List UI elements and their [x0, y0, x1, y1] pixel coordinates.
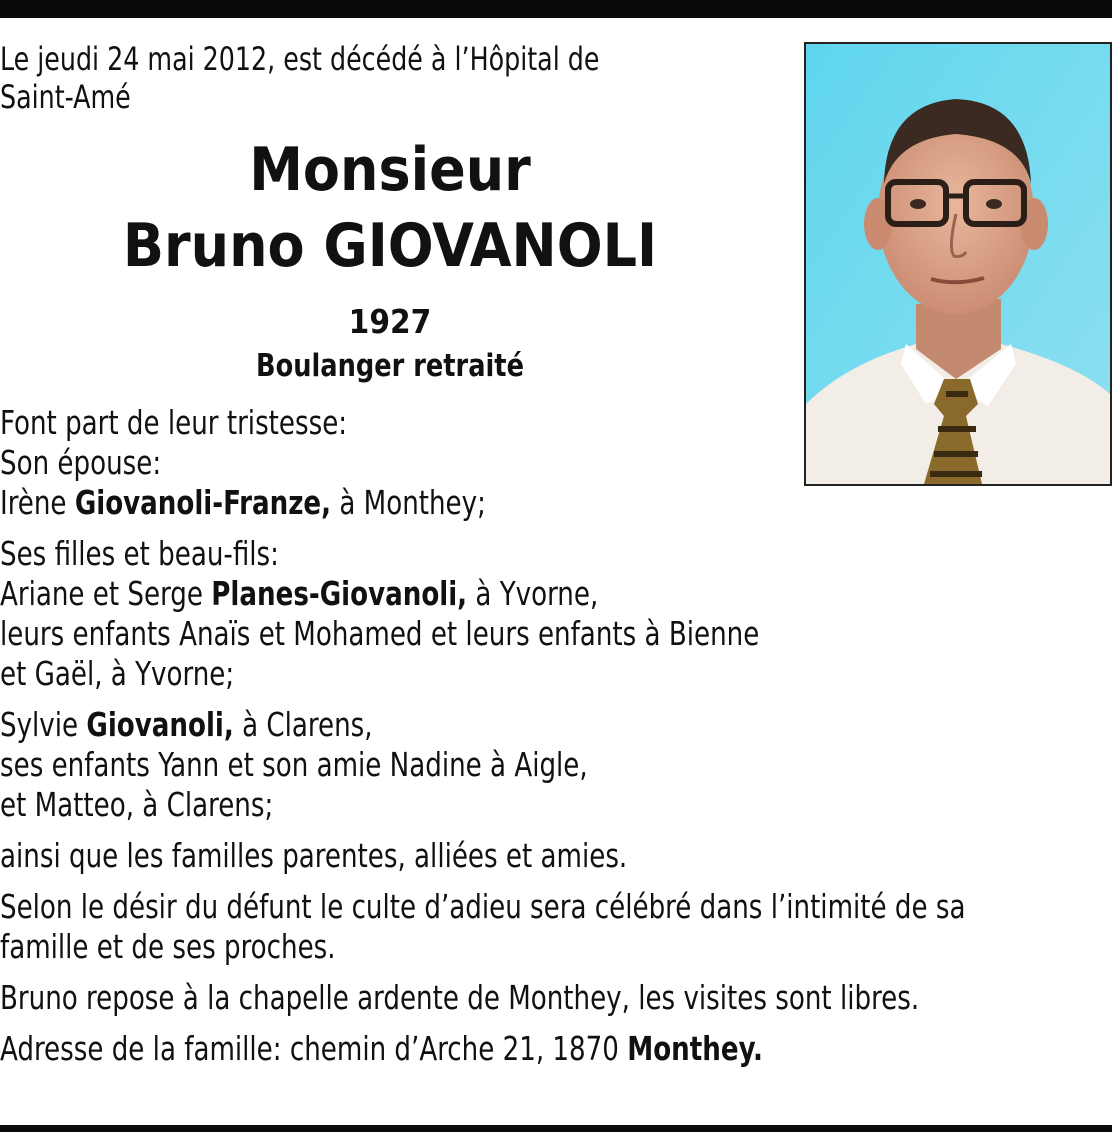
text-line — [0, 836, 979, 876]
obituary-header — [0, 132, 780, 386]
text-line — [0, 887, 979, 927]
obituary-body — [0, 403, 1112, 1069]
paragraph — [0, 534, 1112, 694]
top-rule — [0, 0, 1112, 18]
text-segment: à Clarens, — [233, 705, 373, 744]
bold-name: Giovanoli-Franze, — [74, 483, 332, 522]
text-segment: à Yvorne, — [467, 574, 599, 613]
text-segment: à Monthey; — [331, 483, 486, 522]
text-line — [0, 745, 979, 785]
paragraph — [0, 887, 1112, 967]
bold-name: Monthey. — [627, 1029, 763, 1068]
deceased-name: Bruno GIOVANOLI — [122, 211, 658, 281]
text-segment: Sylvie — [0, 705, 87, 744]
text-segment: Selon le désir du défunt le culte d’adieu sera célébré dans l’intimité de sa — [0, 887, 966, 926]
text-line — [0, 978, 979, 1018]
paragraph — [0, 1029, 1112, 1069]
text-line — [0, 483, 979, 523]
text-line — [0, 1029, 979, 1069]
text-segment: ses enfants Yann et son amie Nadine à Aigle, — [0, 745, 588, 784]
bottom-rule — [0, 1125, 1112, 1132]
text-segment: leurs enfants Anaïs et Mohamed et leurs enfants à Bienne — [0, 614, 760, 653]
intro-line-2: Saint-Amé — [0, 78, 131, 116]
text-segment: et Gaël, à Yvorne; — [0, 654, 235, 693]
occupation: Boulanger retraité — [256, 348, 524, 384]
text-segment: Irène — [0, 483, 75, 522]
paragraph — [0, 978, 1112, 1018]
text-segment: et Matteo, à Clarens; — [0, 785, 274, 824]
paragraph — [0, 705, 1112, 825]
text-segment: famille et de ses proches. — [0, 927, 336, 966]
text-line — [0, 403, 979, 443]
text-line — [0, 785, 979, 825]
text-line — [0, 614, 979, 654]
intro-line-1: Le jeudi 24 mai 2012, est décédé à l’Hôpital de — [0, 40, 600, 78]
birth-year: 1927 — [348, 302, 432, 341]
text-segment: Son épouse: — [0, 443, 162, 482]
text-segment: ainsi que les familles parentes, alliées et amies. — [0, 836, 628, 875]
text-segment: Ses filles et beau-fils: — [0, 534, 279, 573]
bold-name: Planes-Giovanoli, — [211, 574, 468, 613]
text-line — [0, 654, 979, 694]
honorific: Monsieur — [249, 135, 531, 205]
bold-name: Giovanoli, — [86, 705, 234, 744]
text-line — [0, 927, 979, 967]
text-line — [0, 534, 979, 574]
paragraph — [0, 403, 1112, 523]
paragraph — [0, 836, 1112, 876]
text-line — [0, 443, 979, 483]
intro-text — [0, 40, 686, 116]
text-segment: Ariane et Serge — [0, 574, 212, 613]
text-line — [0, 705, 979, 745]
text-line — [0, 574, 979, 614]
text-segment: Bruno repose à la chapelle ardente de Monthey, les visites sont libres. — [0, 978, 920, 1017]
text-segment: Font part de leur tristesse: — [0, 403, 348, 442]
text-segment: Adresse de la famille: chemin d’Arche 21, 1870 — [0, 1029, 628, 1068]
